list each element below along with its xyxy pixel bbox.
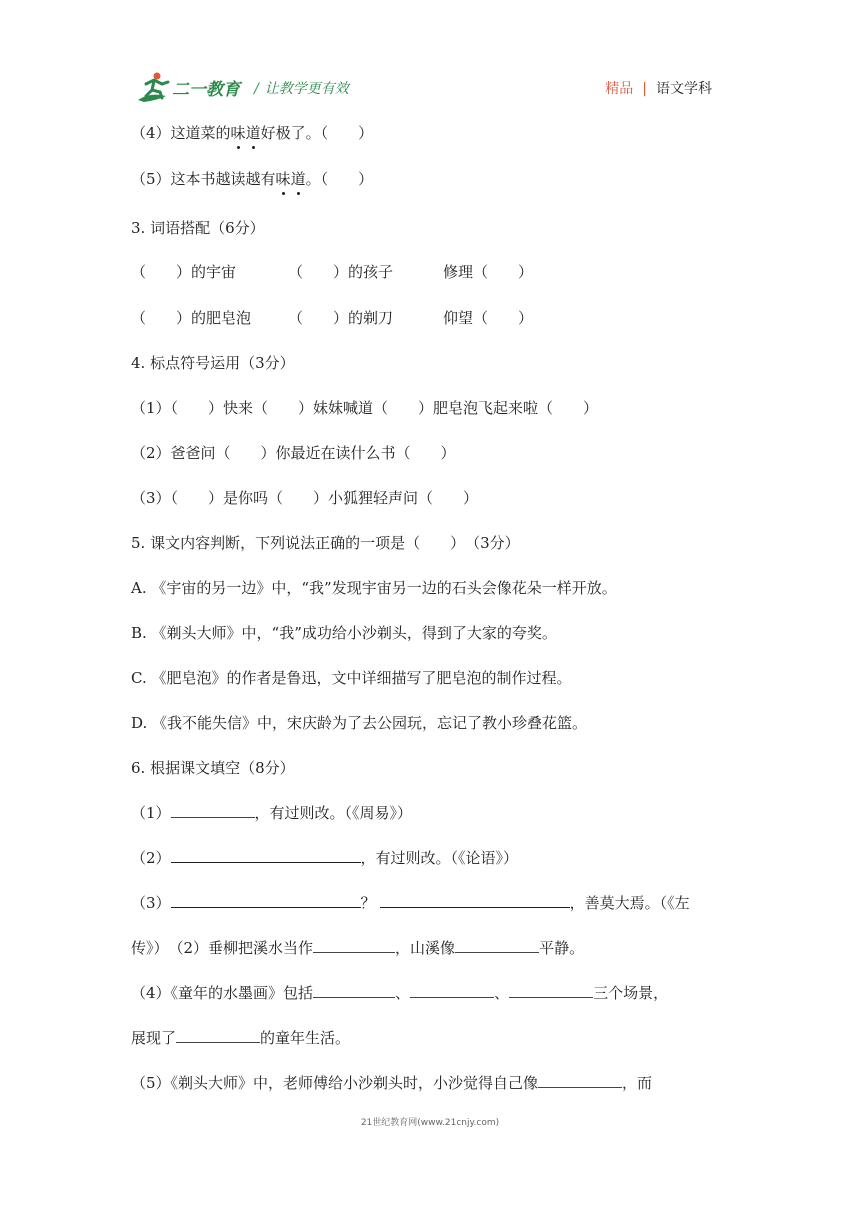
text: 好极了。（ ） — [260, 124, 374, 142]
slogan — [254, 78, 349, 98]
q4-item-2: （2）爸爸问（ ）你最近在读什么书（ ） — [131, 444, 456, 462]
q5-option-c: C. 《肥皂泡》的作者是鲁迅，文中详细描写了肥皂泡的制作过程。 — [131, 669, 572, 687]
answer-blank[interactable] — [171, 803, 255, 818]
text: ，有过则改。（《论语》） — [360, 849, 519, 867]
answer-blank[interactable] — [538, 1073, 622, 1088]
header-divider: | — [642, 81, 647, 97]
text: （1） — [131, 804, 171, 822]
q4-item-3: （3）（ ）是你吗（ ）小狐狸轻声问（ ） — [131, 489, 479, 507]
text: 。（ ） — [305, 170, 374, 188]
q6-title: 6. 根据课文填空（8分） — [131, 759, 295, 777]
q3-r2c2: （ ）的剃刀 — [288, 309, 394, 327]
text: ，善莫大焉。（《左 — [569, 894, 690, 912]
text: ，而 — [622, 1074, 653, 1092]
page-footer: 21世纪教育网(www.21cnjy.com) — [360, 1118, 500, 1128]
q4-item-1: （1）（ ）快来（ ）妹妹喊道（ ）肥皂泡飞起来啦（ ） — [131, 399, 599, 417]
q3-r1c3: 修理（ ） — [443, 263, 534, 281]
emphasis-char: 味 — [230, 124, 246, 142]
text: 平静。 — [539, 939, 585, 957]
text: （5）《剃头大师》中，老师傅给小沙剃头时，小沙觉得自己像 — [131, 1074, 539, 1092]
answer-blank[interactable] — [313, 938, 395, 953]
slogan-separator: / — [254, 81, 259, 97]
q6-item-3 — [131, 893, 690, 913]
text: 展现了 — [131, 1029, 177, 1047]
logo-text: 二一教育 — [172, 80, 240, 100]
text: （5）这本书越读越有 — [131, 170, 276, 188]
answer-blank[interactable] — [171, 893, 361, 908]
q3-r1c1: （ ）的宇宙 — [131, 263, 237, 281]
text: 传》） （2）垂柳把溪水当作 — [131, 939, 314, 957]
q6-item-4-cont — [131, 1028, 350, 1048]
answer-blank[interactable] — [313, 983, 395, 998]
logo — [136, 70, 248, 106]
text: 三个场景， — [593, 984, 669, 1002]
q5-option-d: D. 《我不能失信》中，宋庆龄为了去公园玩，忘记了教小珍叠花篮。 — [131, 714, 588, 732]
answer-blank[interactable] — [509, 983, 593, 998]
text: （4）这道菜的 — [131, 124, 231, 142]
runner-logo-icon — [136, 70, 248, 106]
answer-blank[interactable] — [380, 893, 570, 908]
q3-title: 3. 词语搭配（6分） — [131, 219, 265, 237]
text: 、 — [395, 984, 411, 1002]
q6-item-2 — [131, 848, 518, 868]
q2-item-4 — [131, 123, 373, 143]
emphasis-char: 道 — [245, 124, 261, 142]
q3-r1c2: （ ）的孩子 — [288, 263, 394, 281]
q3-r2c3: 仰望（ ） — [443, 309, 534, 327]
q6-item-1 — [131, 803, 412, 823]
q6-item-3-cont — [131, 938, 584, 958]
q5-option-b: B. 《剃头大师》中，“我”成功给小沙剃头，得到了大家的夸奖。 — [131, 624, 557, 642]
emphasis-char: 味 — [275, 170, 291, 188]
q5-option-a: A. 《宇宙的另一边》中，“我”发现宇宙另一边的石头会像花朵一样开放。 — [131, 579, 617, 597]
text: 的童年生活。 — [260, 1029, 351, 1047]
text: ？ — [360, 894, 376, 912]
answer-blank[interactable] — [171, 848, 361, 863]
answer-blank[interactable] — [410, 983, 494, 998]
header-right — [605, 78, 712, 98]
page-header — [136, 70, 726, 110]
emphasis-char: 道 — [290, 170, 306, 188]
text: （2） — [131, 849, 171, 867]
q3-r2c1: （ ）的肥皂泡 — [131, 309, 252, 327]
jingpin-label: 精品 — [605, 81, 634, 97]
answer-blank[interactable] — [176, 1028, 260, 1043]
text: ，山溪像 — [395, 939, 456, 957]
text: 、 — [494, 984, 510, 1002]
subject-label: 语文学科 — [656, 81, 712, 97]
text: （4）《童年的水墨画》包括 — [131, 984, 314, 1002]
q2-item-5 — [131, 169, 373, 189]
text: （3） — [131, 894, 171, 912]
answer-blank[interactable] — [455, 938, 539, 953]
text: ，有过则改。（《周易》） — [254, 804, 413, 822]
q4-title: 4. 标点符号运用（3分） — [131, 354, 295, 372]
q6-item-5 — [131, 1073, 652, 1093]
slogan-text: 让教学更有效 — [264, 81, 349, 97]
q5-title: 5. 课文内容判断，下列说法正确的一项是（ ） （3分） — [131, 534, 520, 552]
q6-item-4 — [131, 983, 668, 1003]
